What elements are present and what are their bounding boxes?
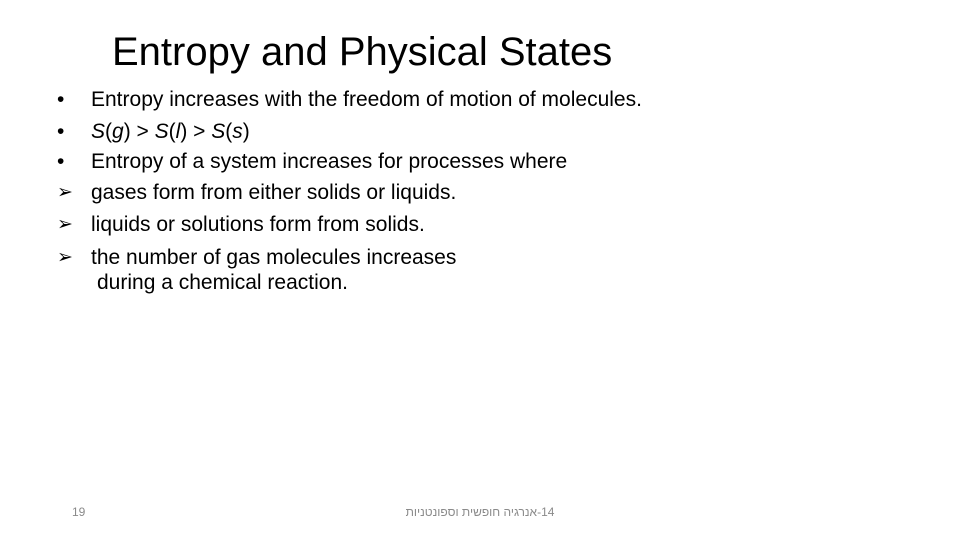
list-item-continuation: during a chemical reaction. [97, 271, 348, 294]
arrow-bullet-icon: ➢ [57, 247, 73, 268]
list-item-text: S(g) > S(l) > S(s) [91, 120, 250, 143]
footer-text: 14-אנרגיה חופשית וספונטניות [405, 505, 555, 519]
list-item-text: gases form from either solids or liquids. [91, 181, 457, 204]
bullet-dot-icon: • [57, 120, 65, 143]
list-item-text: Entropy increases with the freedom of motion of molecules. [91, 88, 642, 111]
slide-title: Entropy and Physical States [112, 30, 613, 74]
bullet-dot-icon: • [57, 88, 65, 111]
slide-number: 19 [72, 505, 86, 519]
list-item-text: Entropy of a system increases for processes where [91, 150, 568, 173]
arrow-bullet-icon: ➢ [57, 182, 73, 203]
arrow-bullet-icon: ➢ [57, 214, 73, 235]
list-item-text: liquids or solutions form from solids. [91, 213, 425, 236]
list-item-text: the number of gas molecules increases [91, 246, 457, 269]
bullet-dot-icon: • [57, 150, 65, 173]
